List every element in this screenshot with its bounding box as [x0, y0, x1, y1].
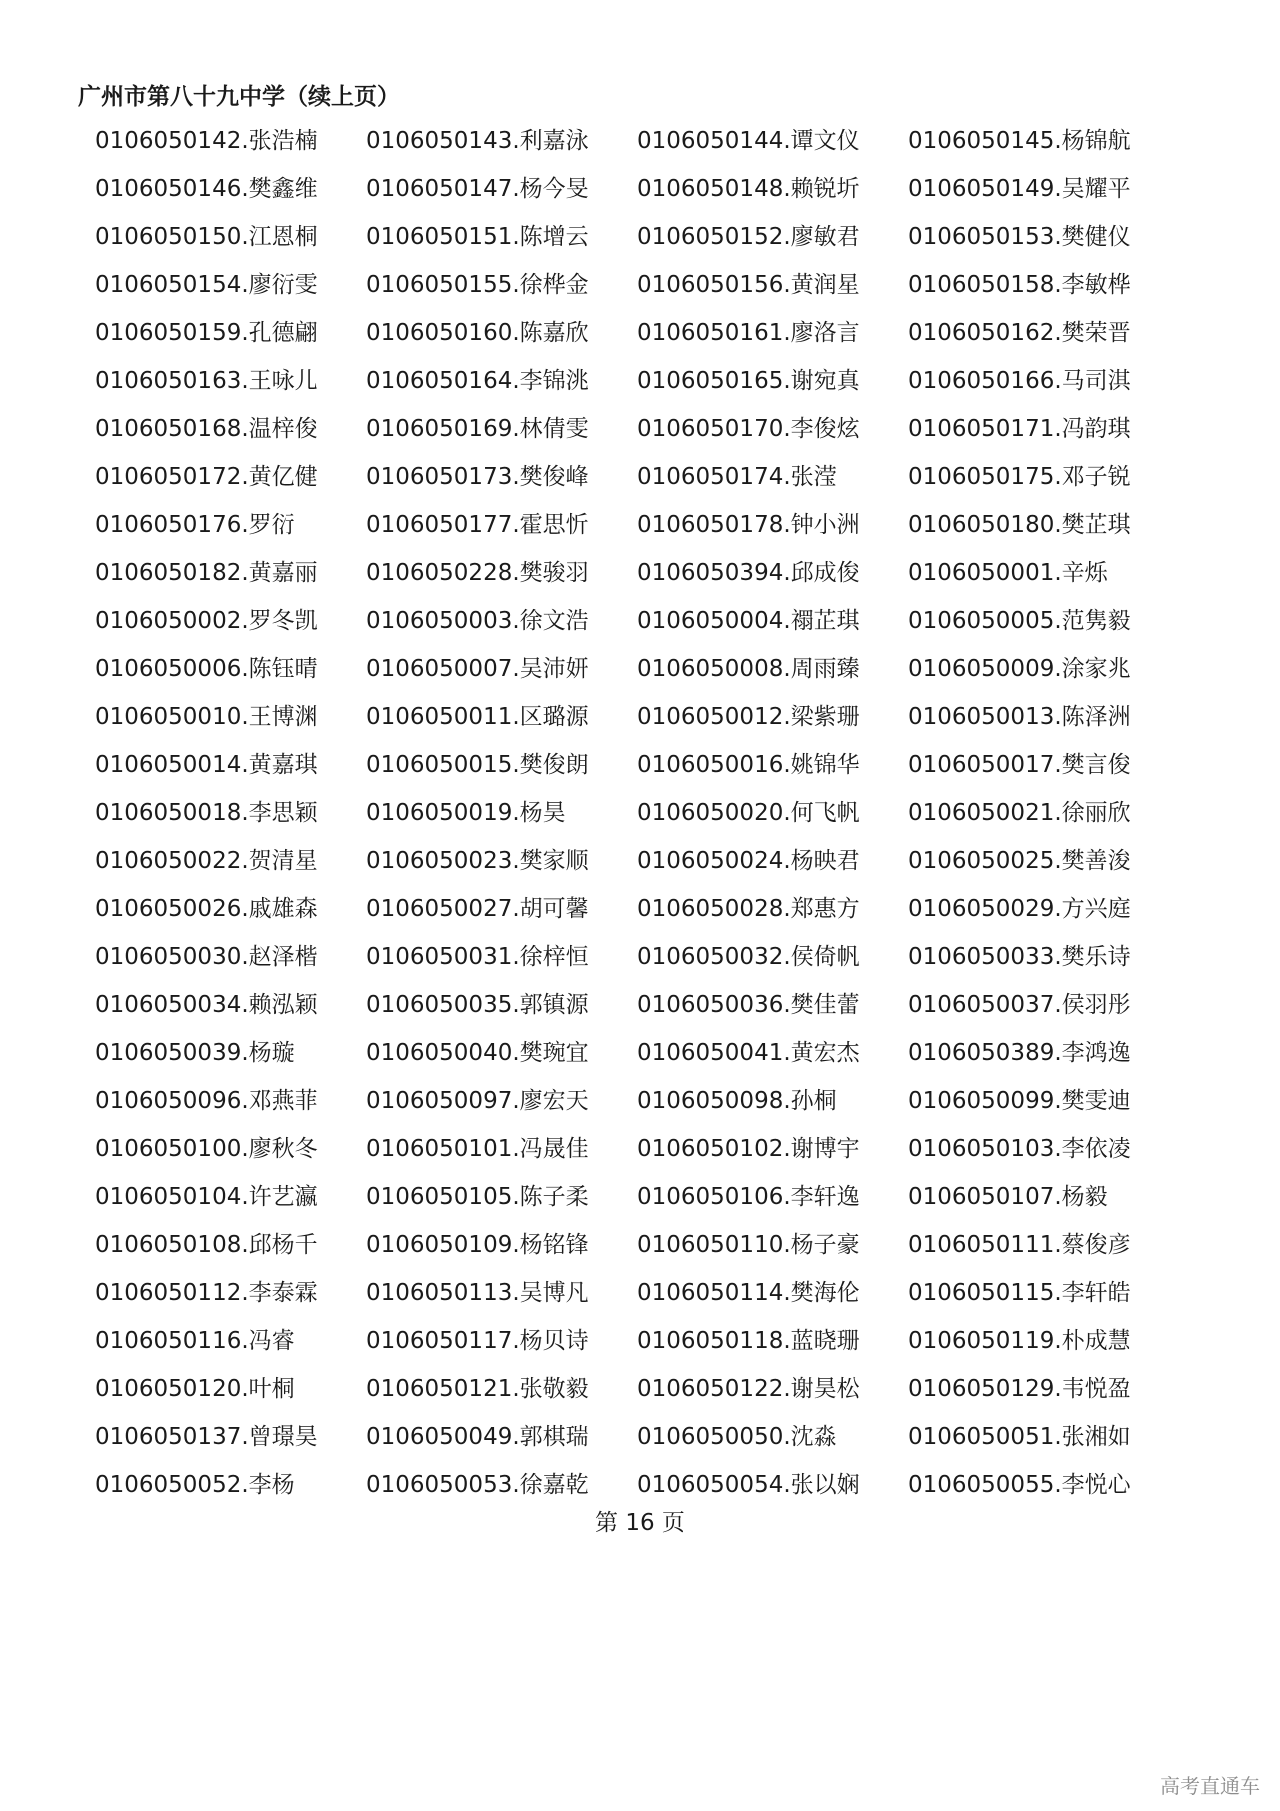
name-entry: 0106050228.樊骏羽	[366, 560, 589, 586]
name-entry: 0106050099.樊雯迪	[908, 1088, 1131, 1114]
name-entry: 0106050111.蔡俊彦	[908, 1232, 1131, 1258]
name-entry: 0106050053.徐嘉乾	[366, 1472, 589, 1498]
name-entry: 0106050109.杨铭锋	[366, 1232, 589, 1258]
name-entry: 0106050039.杨璇	[95, 1040, 295, 1066]
name-entry: 0106050030.赵泽楷	[95, 944, 318, 970]
name-entry: 0106050173.樊俊峰	[366, 464, 589, 490]
name-entry: 0106050054.张以娴	[637, 1472, 860, 1498]
name-entry: 0106050006.陈钰晴	[95, 656, 318, 682]
name-entry: 0106050019.杨昊	[366, 800, 566, 826]
name-entry: 0106050013.陈泽洲	[908, 704, 1131, 730]
name-entry: 0106050180.樊芷琪	[908, 512, 1131, 538]
name-entry: 0106050107.杨毅	[908, 1184, 1108, 1210]
name-entry: 0106050168.温梓俊	[95, 416, 318, 442]
name-entry: 0106050142.张浩楠	[95, 128, 318, 154]
name-entry: 0106050102.谢博宇	[637, 1136, 860, 1162]
name-entry: 0106050165.谢宛真	[637, 368, 860, 394]
name-entry: 0106050169.林倩雯	[366, 416, 589, 442]
name-entry: 0106050106.李轩逸	[637, 1184, 860, 1210]
name-entry: 0106050028.郑惠方	[637, 896, 860, 922]
name-entry: 0106050100.廖秋冬	[95, 1136, 318, 1162]
watermark: 高考直通车	[1160, 1774, 1260, 1798]
name-entry: 0106050025.樊善浚	[908, 848, 1131, 874]
page-number: 第 16 页	[595, 1510, 685, 1536]
name-entry: 0106050005.范隽毅	[908, 608, 1131, 634]
name-entry: 0106050024.杨映君	[637, 848, 860, 874]
name-entry: 0106050101.冯晟佳	[366, 1136, 589, 1162]
name-entry: 0106050158.李敏桦	[908, 272, 1131, 298]
name-entry: 0106050170.李俊炫	[637, 416, 860, 442]
name-entry: 0106050017.樊言俊	[908, 752, 1131, 778]
name-entry: 0106050012.梁紫珊	[637, 704, 860, 730]
name-entry: 0106050154.廖衍雯	[95, 272, 318, 298]
name-entry: 0106050051.张湘如	[908, 1424, 1131, 1450]
name-entry: 0106050032.侯倚帆	[637, 944, 860, 970]
name-entry: 0106050159.孔德翩	[95, 320, 318, 346]
name-entry: 0106050147.杨今旻	[366, 176, 589, 202]
name-entry: 0106050150.江恩桐	[95, 224, 318, 250]
name-entry: 0106050389.李鸿逸	[908, 1040, 1131, 1066]
name-entry: 0106050182.黄嘉丽	[95, 560, 318, 586]
name-entry: 0106050011.区璐源	[366, 704, 589, 730]
name-entry: 0106050033.樊乐诗	[908, 944, 1131, 970]
name-entry: 0106050007.吴沛妍	[366, 656, 589, 682]
name-entry: 0106050121.张敬毅	[366, 1376, 589, 1402]
name-entry: 0106050151.陈增云	[366, 224, 589, 250]
name-entry: 0106050174.张滢	[637, 464, 837, 490]
name-entry: 0106050166.马司淇	[908, 368, 1131, 394]
name-entry: 0106050049.郭棋瑞	[366, 1424, 589, 1450]
name-entry: 0106050108.邱杨千	[95, 1232, 318, 1258]
name-entry: 0106050055.李悦心	[908, 1472, 1131, 1498]
name-entry: 0106050137.曾璟昊	[95, 1424, 318, 1450]
page-title: 广州市第八十九中学（续上页）	[78, 84, 400, 110]
name-entry: 0106050171.冯韵琪	[908, 416, 1131, 442]
name-entry: 0106050146.樊鑫维	[95, 176, 318, 202]
name-entry: 0106050104.许艺瀛	[95, 1184, 318, 1210]
name-entry: 0106050031.徐梓恒	[366, 944, 589, 970]
name-entry: 0106050115.李轩皓	[908, 1280, 1131, 1306]
name-entry: 0106050009.涂家兆	[908, 656, 1131, 682]
name-entry: 0106050021.徐丽欣	[908, 800, 1131, 826]
name-entry: 0106050002.罗冬凯	[95, 608, 318, 634]
name-entry: 0106050035.郭镇源	[366, 992, 589, 1018]
name-entry: 0106050050.沈淼	[637, 1424, 837, 1450]
name-entry: 0106050175.邓子锐	[908, 464, 1131, 490]
name-entry: 0106050161.廖洛言	[637, 320, 860, 346]
name-entry: 0106050144.谭文仪	[637, 128, 860, 154]
name-entry: 0106050112.李泰霖	[95, 1280, 318, 1306]
name-entry: 0106050034.赖泓颖	[95, 992, 318, 1018]
name-entry: 0106050118.蓝晓珊	[637, 1328, 860, 1354]
name-entry: 0106050023.樊家顺	[366, 848, 589, 874]
name-entry: 0106050149.吴耀平	[908, 176, 1131, 202]
name-entry: 0106050148.赖锐圻	[637, 176, 860, 202]
name-entry: 0106050097.廖宏天	[366, 1088, 589, 1114]
name-entry: 0106050145.杨锦航	[908, 128, 1131, 154]
name-entry: 0106050105.陈子柔	[366, 1184, 589, 1210]
name-entry: 0106050394.邱成俊	[637, 560, 860, 586]
name-entry: 0106050003.徐文浩	[366, 608, 589, 634]
name-entry: 0106050113.吴博凡	[366, 1280, 589, 1306]
name-entry: 0106050036.樊佳蕾	[637, 992, 860, 1018]
name-entry: 0106050022.贺清星	[95, 848, 318, 874]
name-entry: 0106050116.冯睿	[95, 1328, 295, 1354]
name-entry: 0106050010.王博渊	[95, 704, 318, 730]
name-entry: 0106050001.辛烁	[908, 560, 1108, 586]
name-entry: 0106050110.杨子豪	[637, 1232, 860, 1258]
name-entry: 0106050018.李思颖	[95, 800, 318, 826]
name-entry: 0106050103.李依凌	[908, 1136, 1131, 1162]
name-entry: 0106050152.廖敏君	[637, 224, 860, 250]
name-entry: 0106050162.樊荣晋	[908, 320, 1131, 346]
name-entry: 0106050176.罗衍	[95, 512, 295, 538]
name-entry: 0106050016.姚锦华	[637, 752, 860, 778]
name-entry: 0106050014.黄嘉琪	[95, 752, 318, 778]
name-entry: 0106050052.李杨	[95, 1472, 295, 1498]
names-grid	[95, 120, 1215, 1512]
name-entry: 0106050155.徐桦金	[366, 272, 589, 298]
name-entry: 0106050156.黄润星	[637, 272, 860, 298]
name-entry: 0106050153.樊健仪	[908, 224, 1131, 250]
name-entry: 0106050037.侯羽彤	[908, 992, 1131, 1018]
name-entry: 0106050178.钟小洲	[637, 512, 860, 538]
name-entry: 0106050027.胡可馨	[366, 896, 589, 922]
name-entry: 0106050040.樊琬宜	[366, 1040, 589, 1066]
name-entry: 0106050020.何飞帆	[637, 800, 860, 826]
name-entry: 0106050008.周雨臻	[637, 656, 860, 682]
name-entry: 0106050117.杨贝诗	[366, 1328, 589, 1354]
name-entry: 0106050163.王咏儿	[95, 368, 318, 394]
name-entry: 0106050120.叶桐	[95, 1376, 295, 1402]
name-entry: 0106050015.樊俊朗	[366, 752, 589, 778]
name-entry: 0106050164.李锦洮	[366, 368, 589, 394]
name-entry: 0106050041.黄宏杰	[637, 1040, 860, 1066]
name-entry: 0106050129.韦悦盈	[908, 1376, 1131, 1402]
name-entry: 0106050114.樊海伦	[637, 1280, 860, 1306]
name-entry: 0106050122.谢昊松	[637, 1376, 860, 1402]
name-entry: 0106050119.朴成慧	[908, 1328, 1131, 1354]
name-entry: 0106050143.利嘉泳	[366, 128, 589, 154]
name-entry: 0106050177.霍思忻	[366, 512, 589, 538]
name-entry: 0106050026.戚雄森	[95, 896, 318, 922]
name-entry: 0106050098.孙桐	[637, 1088, 837, 1114]
name-entry: 0106050160.陈嘉欣	[366, 320, 589, 346]
name-entry: 0106050004.禤芷琪	[637, 608, 860, 634]
name-entry: 0106050029.方兴庭	[908, 896, 1131, 922]
name-entry: 0106050096.邓燕菲	[95, 1088, 318, 1114]
name-entry: 0106050172.黄亿健	[95, 464, 318, 490]
